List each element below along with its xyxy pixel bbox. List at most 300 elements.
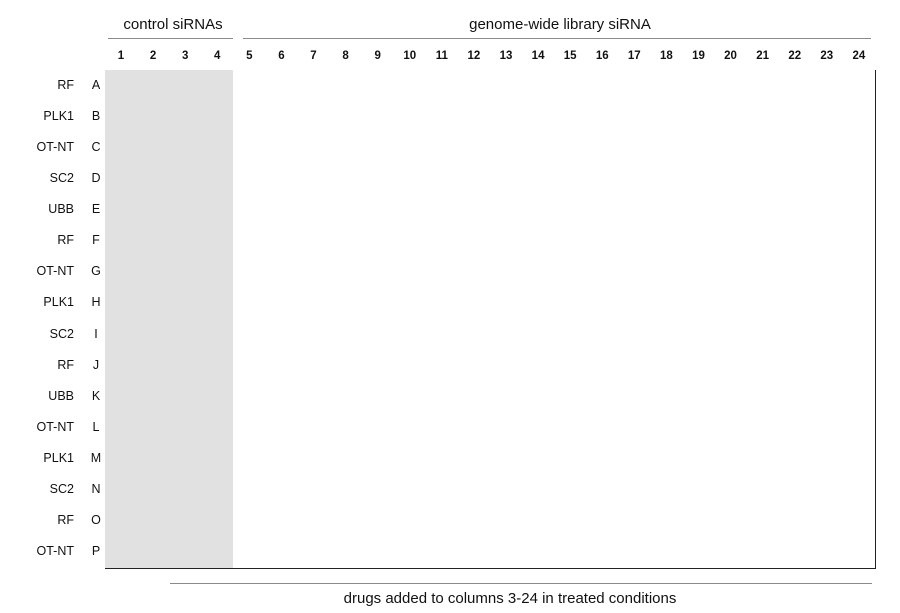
column-header: 7 bbox=[310, 50, 317, 62]
library-well bbox=[747, 257, 780, 289]
control-well bbox=[137, 381, 170, 413]
library-well bbox=[811, 226, 844, 258]
library-well bbox=[554, 381, 587, 413]
library-well bbox=[811, 537, 844, 569]
library-well bbox=[233, 444, 266, 476]
library-well bbox=[297, 163, 330, 195]
library-well bbox=[490, 381, 523, 413]
library-well bbox=[233, 288, 266, 320]
library-well bbox=[715, 506, 748, 538]
library-well bbox=[843, 132, 876, 164]
library-well bbox=[522, 319, 555, 351]
library-well bbox=[265, 381, 298, 413]
row-gene-label: RF bbox=[57, 233, 74, 248]
control-well bbox=[105, 163, 138, 195]
library-well bbox=[650, 226, 683, 258]
library-well bbox=[265, 475, 298, 507]
column-header: 13 bbox=[499, 50, 513, 62]
library-well bbox=[458, 444, 491, 476]
library-well bbox=[843, 226, 876, 258]
row-gene-label: PLK1 bbox=[43, 295, 74, 310]
library-well bbox=[490, 506, 523, 538]
library-well bbox=[522, 537, 555, 569]
library-well bbox=[682, 257, 715, 289]
control-well bbox=[169, 257, 202, 289]
library-well bbox=[265, 101, 298, 133]
library-well bbox=[233, 226, 266, 258]
control-well bbox=[105, 537, 138, 569]
library-well bbox=[490, 226, 523, 258]
column-header: 16 bbox=[595, 50, 609, 62]
library-well bbox=[426, 506, 459, 538]
library-well bbox=[586, 537, 619, 569]
library-well bbox=[522, 195, 555, 227]
control-well bbox=[201, 101, 234, 133]
library-well bbox=[458, 319, 491, 351]
library-well bbox=[715, 163, 748, 195]
library-well bbox=[362, 506, 395, 538]
library-well bbox=[554, 163, 587, 195]
row-gene-label: OT-NT bbox=[36, 139, 74, 154]
library-well bbox=[233, 506, 266, 538]
library-well bbox=[618, 319, 651, 351]
column-header: 8 bbox=[342, 50, 349, 62]
control-well bbox=[105, 101, 138, 133]
library-well bbox=[682, 226, 715, 258]
plate-grid bbox=[105, 70, 875, 568]
library-well bbox=[522, 412, 555, 444]
library-well bbox=[426, 319, 459, 351]
library-well bbox=[682, 132, 715, 164]
library-well bbox=[362, 444, 395, 476]
library-well bbox=[394, 444, 427, 476]
control-well bbox=[137, 319, 170, 351]
library-well bbox=[779, 381, 812, 413]
column-header: 24 bbox=[852, 50, 866, 62]
library-well bbox=[779, 132, 812, 164]
control-well bbox=[105, 132, 138, 164]
library-well bbox=[779, 537, 812, 569]
library-well bbox=[618, 257, 651, 289]
library-well bbox=[779, 70, 812, 102]
library-well bbox=[426, 381, 459, 413]
library-well bbox=[458, 195, 491, 227]
library-well bbox=[522, 350, 555, 382]
library-well bbox=[330, 132, 363, 164]
control-well bbox=[105, 381, 138, 413]
library-group-label: genome-wide library siRNA bbox=[469, 16, 651, 33]
library-well bbox=[715, 101, 748, 133]
library-well bbox=[843, 70, 876, 102]
library-well bbox=[265, 288, 298, 320]
library-well bbox=[618, 506, 651, 538]
library-well bbox=[586, 226, 619, 258]
library-well bbox=[650, 475, 683, 507]
library-well bbox=[747, 412, 780, 444]
library-well bbox=[682, 288, 715, 320]
library-well bbox=[522, 257, 555, 289]
row-letter-label: O bbox=[91, 513, 101, 528]
control-well bbox=[201, 381, 234, 413]
control-well bbox=[137, 101, 170, 133]
library-well bbox=[233, 319, 266, 351]
control-well bbox=[169, 101, 202, 133]
row-gene-label: OT-NT bbox=[36, 419, 74, 434]
control-well bbox=[137, 537, 170, 569]
control-well bbox=[105, 257, 138, 289]
library-well bbox=[458, 506, 491, 538]
library-well bbox=[618, 70, 651, 102]
library-well bbox=[394, 257, 427, 289]
library-well bbox=[426, 350, 459, 382]
library-well bbox=[618, 350, 651, 382]
library-well bbox=[650, 506, 683, 538]
control-well bbox=[105, 70, 138, 102]
library-well bbox=[747, 101, 780, 133]
control-well bbox=[169, 195, 202, 227]
library-well bbox=[747, 163, 780, 195]
library-well bbox=[362, 381, 395, 413]
library-well bbox=[715, 257, 748, 289]
library-well bbox=[330, 101, 363, 133]
library-well bbox=[394, 506, 427, 538]
library-well bbox=[297, 288, 330, 320]
library-well bbox=[458, 101, 491, 133]
library-well bbox=[490, 101, 523, 133]
library-well bbox=[811, 412, 844, 444]
library-well bbox=[265, 257, 298, 289]
row-letter-label: A bbox=[91, 77, 101, 92]
library-well bbox=[715, 132, 748, 164]
library-well bbox=[554, 226, 587, 258]
library-well bbox=[362, 350, 395, 382]
row-letter-label: N bbox=[91, 482, 101, 497]
library-well bbox=[779, 101, 812, 133]
library-well bbox=[650, 132, 683, 164]
control-well bbox=[137, 195, 170, 227]
row-gene-label: RF bbox=[57, 77, 74, 92]
library-well bbox=[458, 537, 491, 569]
library-well bbox=[426, 257, 459, 289]
control-well bbox=[137, 226, 170, 258]
library-well bbox=[586, 412, 619, 444]
library-well bbox=[490, 475, 523, 507]
library-well bbox=[650, 163, 683, 195]
library-well bbox=[233, 132, 266, 164]
library-well bbox=[265, 537, 298, 569]
library-well bbox=[265, 412, 298, 444]
control-well bbox=[201, 444, 234, 476]
library-well bbox=[715, 288, 748, 320]
control-well bbox=[169, 350, 202, 382]
control-well bbox=[201, 412, 234, 444]
library-well bbox=[330, 163, 363, 195]
library-well bbox=[843, 319, 876, 351]
row-letter-label: I bbox=[94, 326, 98, 341]
library-well bbox=[586, 70, 619, 102]
library-well bbox=[265, 319, 298, 351]
control-well bbox=[105, 506, 138, 538]
library-well bbox=[779, 319, 812, 351]
library-well bbox=[362, 195, 395, 227]
column-header: 19 bbox=[692, 50, 705, 62]
library-well bbox=[362, 537, 395, 569]
library-well bbox=[779, 163, 812, 195]
library-well bbox=[458, 475, 491, 507]
library-well bbox=[747, 226, 780, 258]
control-well bbox=[201, 319, 234, 351]
library-well bbox=[458, 412, 491, 444]
column-header: 5 bbox=[246, 50, 253, 62]
library-well bbox=[682, 70, 715, 102]
control-group-label: control siRNAs bbox=[123, 16, 223, 33]
library-well bbox=[586, 132, 619, 164]
library-well bbox=[458, 226, 491, 258]
library-well bbox=[362, 257, 395, 289]
control-well bbox=[201, 195, 234, 227]
library-well bbox=[747, 537, 780, 569]
library-well bbox=[330, 350, 363, 382]
library-well bbox=[233, 163, 266, 195]
control-well bbox=[201, 70, 234, 102]
library-well bbox=[265, 195, 298, 227]
library-well bbox=[394, 475, 427, 507]
control-well bbox=[201, 226, 234, 258]
library-well bbox=[554, 70, 587, 102]
library-well bbox=[394, 412, 427, 444]
library-well bbox=[297, 506, 330, 538]
column-header: 22 bbox=[788, 50, 802, 62]
control-well bbox=[169, 132, 202, 164]
library-well bbox=[554, 475, 587, 507]
library-well bbox=[394, 195, 427, 227]
library-well bbox=[843, 101, 876, 133]
control-well bbox=[169, 288, 202, 320]
library-well bbox=[522, 70, 555, 102]
library-well bbox=[650, 257, 683, 289]
column-header: 4 bbox=[214, 50, 221, 62]
library-well bbox=[362, 163, 395, 195]
library-well bbox=[618, 226, 651, 258]
row-letter-label: K bbox=[91, 388, 101, 403]
control-well bbox=[169, 475, 202, 507]
row-letter-label: H bbox=[91, 295, 101, 310]
library-well bbox=[747, 319, 780, 351]
library-well bbox=[297, 475, 330, 507]
library-well bbox=[618, 475, 651, 507]
library-well bbox=[682, 537, 715, 569]
library-well bbox=[843, 350, 876, 382]
library-well bbox=[650, 381, 683, 413]
row-gene-label: PLK1 bbox=[43, 451, 74, 466]
library-well bbox=[265, 506, 298, 538]
column-header: 12 bbox=[467, 50, 481, 62]
control-well bbox=[169, 412, 202, 444]
library-well bbox=[554, 350, 587, 382]
library-well bbox=[682, 444, 715, 476]
library-well bbox=[650, 319, 683, 351]
library-group-bracket bbox=[243, 38, 871, 39]
library-well bbox=[458, 350, 491, 382]
library-well bbox=[811, 288, 844, 320]
library-well bbox=[747, 288, 780, 320]
row-gene-label: OT-NT bbox=[36, 264, 74, 279]
row-gene-label: SC2 bbox=[49, 482, 74, 497]
control-well bbox=[105, 226, 138, 258]
control-group-bracket bbox=[108, 38, 233, 39]
library-well bbox=[233, 475, 266, 507]
library-well bbox=[330, 195, 363, 227]
control-well bbox=[169, 163, 202, 195]
library-well bbox=[490, 195, 523, 227]
library-well bbox=[426, 226, 459, 258]
library-well bbox=[522, 506, 555, 538]
control-well bbox=[169, 537, 202, 569]
library-well bbox=[265, 350, 298, 382]
library-well bbox=[554, 132, 587, 164]
library-well bbox=[330, 475, 363, 507]
control-well bbox=[169, 226, 202, 258]
library-well bbox=[843, 444, 876, 476]
row-letter-label: D bbox=[91, 170, 101, 185]
library-well bbox=[522, 475, 555, 507]
library-well bbox=[522, 226, 555, 258]
library-well bbox=[554, 412, 587, 444]
library-well bbox=[779, 350, 812, 382]
library-well bbox=[586, 163, 619, 195]
library-well bbox=[233, 70, 266, 102]
library-well bbox=[811, 101, 844, 133]
library-well bbox=[490, 319, 523, 351]
column-header: 11 bbox=[435, 50, 448, 62]
row-letter-label: P bbox=[91, 544, 101, 559]
library-well bbox=[458, 132, 491, 164]
library-well bbox=[618, 163, 651, 195]
library-well bbox=[715, 381, 748, 413]
library-well bbox=[586, 444, 619, 476]
library-well bbox=[618, 537, 651, 569]
library-well bbox=[490, 70, 523, 102]
library-well bbox=[458, 288, 491, 320]
library-well bbox=[747, 506, 780, 538]
control-well bbox=[105, 350, 138, 382]
row-letter-label: G bbox=[91, 264, 101, 279]
library-well bbox=[265, 132, 298, 164]
library-well bbox=[297, 70, 330, 102]
library-well bbox=[458, 257, 491, 289]
library-well bbox=[779, 226, 812, 258]
column-header: 17 bbox=[627, 50, 641, 62]
library-well bbox=[490, 350, 523, 382]
library-well bbox=[490, 132, 523, 164]
row-letter-label: L bbox=[92, 419, 100, 434]
library-well bbox=[715, 226, 748, 258]
library-well bbox=[297, 381, 330, 413]
library-well bbox=[682, 101, 715, 133]
library-well bbox=[843, 537, 876, 569]
library-well bbox=[426, 195, 459, 227]
library-well bbox=[811, 506, 844, 538]
library-well bbox=[682, 412, 715, 444]
library-well bbox=[426, 101, 459, 133]
library-well bbox=[233, 101, 266, 133]
library-well bbox=[618, 288, 651, 320]
library-well bbox=[522, 381, 555, 413]
library-well bbox=[426, 537, 459, 569]
library-well bbox=[297, 195, 330, 227]
library-well bbox=[394, 288, 427, 320]
column-header: 21 bbox=[756, 50, 770, 62]
library-well bbox=[233, 412, 266, 444]
library-well bbox=[715, 195, 748, 227]
library-well bbox=[297, 319, 330, 351]
library-well bbox=[586, 506, 619, 538]
library-well bbox=[811, 381, 844, 413]
library-well bbox=[330, 319, 363, 351]
library-well bbox=[586, 381, 619, 413]
library-well bbox=[233, 381, 266, 413]
library-well bbox=[747, 70, 780, 102]
row-gene-label: RF bbox=[57, 357, 74, 372]
library-well bbox=[843, 506, 876, 538]
library-well bbox=[618, 412, 651, 444]
control-well bbox=[169, 506, 202, 538]
row-gene-label: RF bbox=[57, 513, 74, 528]
library-well bbox=[779, 257, 812, 289]
library-well bbox=[458, 70, 491, 102]
library-well bbox=[618, 195, 651, 227]
library-well bbox=[297, 537, 330, 569]
library-well bbox=[554, 288, 587, 320]
library-well bbox=[330, 537, 363, 569]
library-well bbox=[843, 475, 876, 507]
library-well bbox=[554, 257, 587, 289]
library-well bbox=[843, 412, 876, 444]
control-well bbox=[169, 381, 202, 413]
row-gene-label: SC2 bbox=[49, 326, 74, 341]
library-well bbox=[618, 132, 651, 164]
row-gene-label: SC2 bbox=[49, 170, 74, 185]
library-well bbox=[362, 70, 395, 102]
library-well bbox=[715, 70, 748, 102]
library-well bbox=[362, 132, 395, 164]
library-well bbox=[811, 475, 844, 507]
library-well bbox=[522, 101, 555, 133]
library-well bbox=[297, 412, 330, 444]
library-well bbox=[490, 412, 523, 444]
library-well bbox=[330, 226, 363, 258]
drug-bracket bbox=[170, 583, 872, 584]
library-well bbox=[522, 444, 555, 476]
library-well bbox=[554, 101, 587, 133]
library-well bbox=[843, 163, 876, 195]
library-well bbox=[490, 444, 523, 476]
control-well bbox=[201, 163, 234, 195]
row-gene-label: OT-NT bbox=[36, 544, 74, 559]
library-well bbox=[843, 288, 876, 320]
library-well bbox=[330, 444, 363, 476]
column-header: 10 bbox=[403, 50, 417, 62]
library-well bbox=[586, 350, 619, 382]
library-well bbox=[747, 350, 780, 382]
control-well bbox=[105, 319, 138, 351]
library-well bbox=[362, 475, 395, 507]
library-well bbox=[715, 319, 748, 351]
row-letter-label: E bbox=[91, 202, 101, 217]
library-well bbox=[265, 444, 298, 476]
library-well bbox=[650, 412, 683, 444]
control-well bbox=[201, 132, 234, 164]
